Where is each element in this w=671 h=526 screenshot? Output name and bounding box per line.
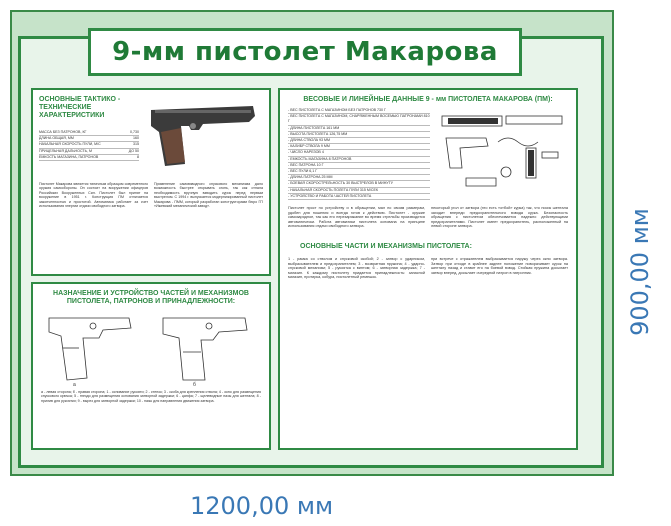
weights-heading: ВЕСОВЫЕ И ЛИНЕЙНЫЕ ДАННЫЕ 9 - мм ПИСТОЛЕТА МАКАРОВА (ПМ): [303,96,553,103]
ttx-text [33,176,269,214]
ttx-heading: ОСНОВНЫЕ ТАКТИКО - ТЕХНИЧЕСКИЕ ХАРАКТЕРИСТИКИ [39,96,121,119]
spec-row: ЕМКОСТЬ МАГАЗИНА, ПАТРОНОВ 8 [39,155,139,161]
height-dimension-label: 900,00 мм [626,208,654,336]
weight-item: - ВЕС ПИСТОЛЕТА С МАГАЗИНОМ БЕЗ ПАТРОНОВ 730 Г [288,108,430,114]
ttx-text-right: Применение самовзводного спускового механизма дало возможность быстрее открывать огонь, так как отпала необходимость вручную взводить курок перед первым выстрелом. С 1994 г. выпускается модернизированный пистолет Макарова - ПММ, который разработан конструкторами бюро ГП «Ижевский механический завод». [154,182,263,209]
pistol-icon [145,96,263,176]
weight-item: - ЧИСЛО НАРЕЗОВ 4 [288,150,430,156]
weight-item: - ВЕС ПИСТОЛЕТА С МАГАЗИНОМ, СНАРЯЖЕННЫМ ВОСЕМЬЮ ПАТРОНАМИ 810 Г [288,114,430,125]
page-title-box [88,28,522,76]
construction-heading: НАЗНАЧЕНИЕ И УСТРОЙСТВО ЧАСТЕЙ И МЕХАНИЗМОВ ПИСТОЛЕТА, ПАТРОНОВ И ПРИНАДЛЕЖНОСТИ: [53,290,249,305]
construction-panel [31,282,271,450]
weight-item: - ДЛИНА ПАТРОНА 25 ММ [288,175,430,181]
ttx-panel [31,88,271,276]
frame-diagram [33,308,269,388]
frame-diagram-icon [33,308,269,388]
parts-diagram [436,108,568,198]
spec-row: НАЧАЛЬНАЯ СКОРОСТЬ ПУЛИ, М/С 315 [39,142,139,148]
spec-row: ПРИЦЕЛЬНАЯ ДАЛЬНОСТЬ, М ДО 50 [39,149,139,155]
page-title: 9-мм пистолет Макарова [112,37,498,67]
weights-text [280,200,576,235]
weight-item: - УСТРОЙСТВО И РАБОТА ЧАСТЕЙ ПИСТОЛЕТА [288,194,430,200]
width-dimension: 1200,00 мм [190,492,334,520]
weight-item: - БОЕВАЯ СКОРОСТРЕЛЬНОСТЬ 30 ВЫСТРЕЛОВ В МИНУТУ [288,181,430,187]
spec-list [39,130,139,161]
svg-text:б: б [193,382,196,388]
weight-item: - КАЛИБР СТВОЛА 9 ММ [288,144,430,150]
mechanisms-text-left: 1 - рамка со стволом и спусковой скобой; 2 - затвор с ударником, выбрасывателем и предохранителем; 3 - возвратная пружина; 4 - ударно-спусковой механизм; 5 - рукоятка с винтом; 6 - затворная задержка; 7 - магазин. К каждому пистолету придается принадлежность: запасной магазин, протирка, кобура, пистолетный ремешок. [288,257,425,280]
weight-item: - ВЕС ПУЛИ 6,1 Г [288,169,430,175]
weights-text-right: некоторый угол от затвора (это есть «отбой» курка) так, что носик шептала заходит впереди предохранительного взвода курка. Безопасность обращения с пистолетом обеспечивается надежно действующими предохранителями. Пистолет имеет предохранитель, расположенный на левой стороне затвора. [431,206,568,229]
spec-row: ДЛИНА ОБЩАЯ, ММ 160 [39,136,139,142]
weight-item: - ВЕС ПАТРОНА 10 Г [288,163,430,169]
weight-item: - НАЧАЛЬНАЯ СКОРОСТЬ ПОЛЕТА ПУЛИ 315 М/СЕК [288,188,430,194]
pistol-illustration [145,96,263,176]
weight-item: - ДЛИНА ПИСТОЛЕТА 161 ММ [288,126,430,132]
weight-item: - ЕМКОСТЬ МАГАЗИНА 8 ПАТРОНОВ [288,157,430,163]
mechanisms-text-right: при встрече с отражателем выбрасывается наружу через окно затвора. Затвор при отходе в крайнее заднее положение поворачивает курок на шепталу назад и ставит его на боевой взвод. Стойкая пружина досылает затвор вперед, досылает очередной патрон в патронник. [431,257,568,275]
weights-panel [278,88,578,450]
weight-item: - ВЫСОТА ПИСТОЛЕТА 126,75 ММ [288,132,430,138]
mechanisms-heading: ОСНОВНЫЕ ЧАСТИ И МЕХАНИЗМЫ ПИСТОЛЕТА: [300,243,472,251]
weights-list [288,108,430,200]
ttx-text-left: Пистолет Макарова является типичным образцом современного оружия самообороны. Он состоит на вооружении офицеров Российских Вооруженных Сил. Пистолет был принят на вооружение в 1951 г. Конструкция ПМ отличается законченностью и простотой. Автоматика работает за счет использования энергии отдачи свободного затвора. [39,182,148,209]
weights-text-left: Пистолет прост по устройству и в обращении, мал по своим размерам, удобен для ношения и всегда готов к действию. Пистолет - оружие самозарядное, так как его перезаряжание во время стрельбы производится автоматически. Работа автоматики пистолета основана на принципе использования отдачи свободного затвора. [288,206,425,229]
mechanisms-text [280,255,576,282]
parts-diagram-icon [436,108,568,198]
spec-row: МАССА БЕЗ ПАТРОНОВ, КГ 0,730 [39,130,139,136]
height-dimension [620,172,660,372]
construction-caption: а - левая сторона; б - правая сторона; 1 - основание рукояти; 2 - стенок; 3 - скоба для крепления ствола; 4 - окно для размещения спускового крючка; 5 - гнездо для размещения основания затворной задержки; 6 - цапфа; 7 - щелевидные пазы для шептала; 8 - прилив для рукоятки; 9 - вырез для затворной задержки; 10 - пазы для направления движения затвора. [41,390,261,403]
svg-text:а: а [73,382,76,388]
weight-item: - ДЛИНА СТВОЛА 93 ММ [288,138,430,144]
